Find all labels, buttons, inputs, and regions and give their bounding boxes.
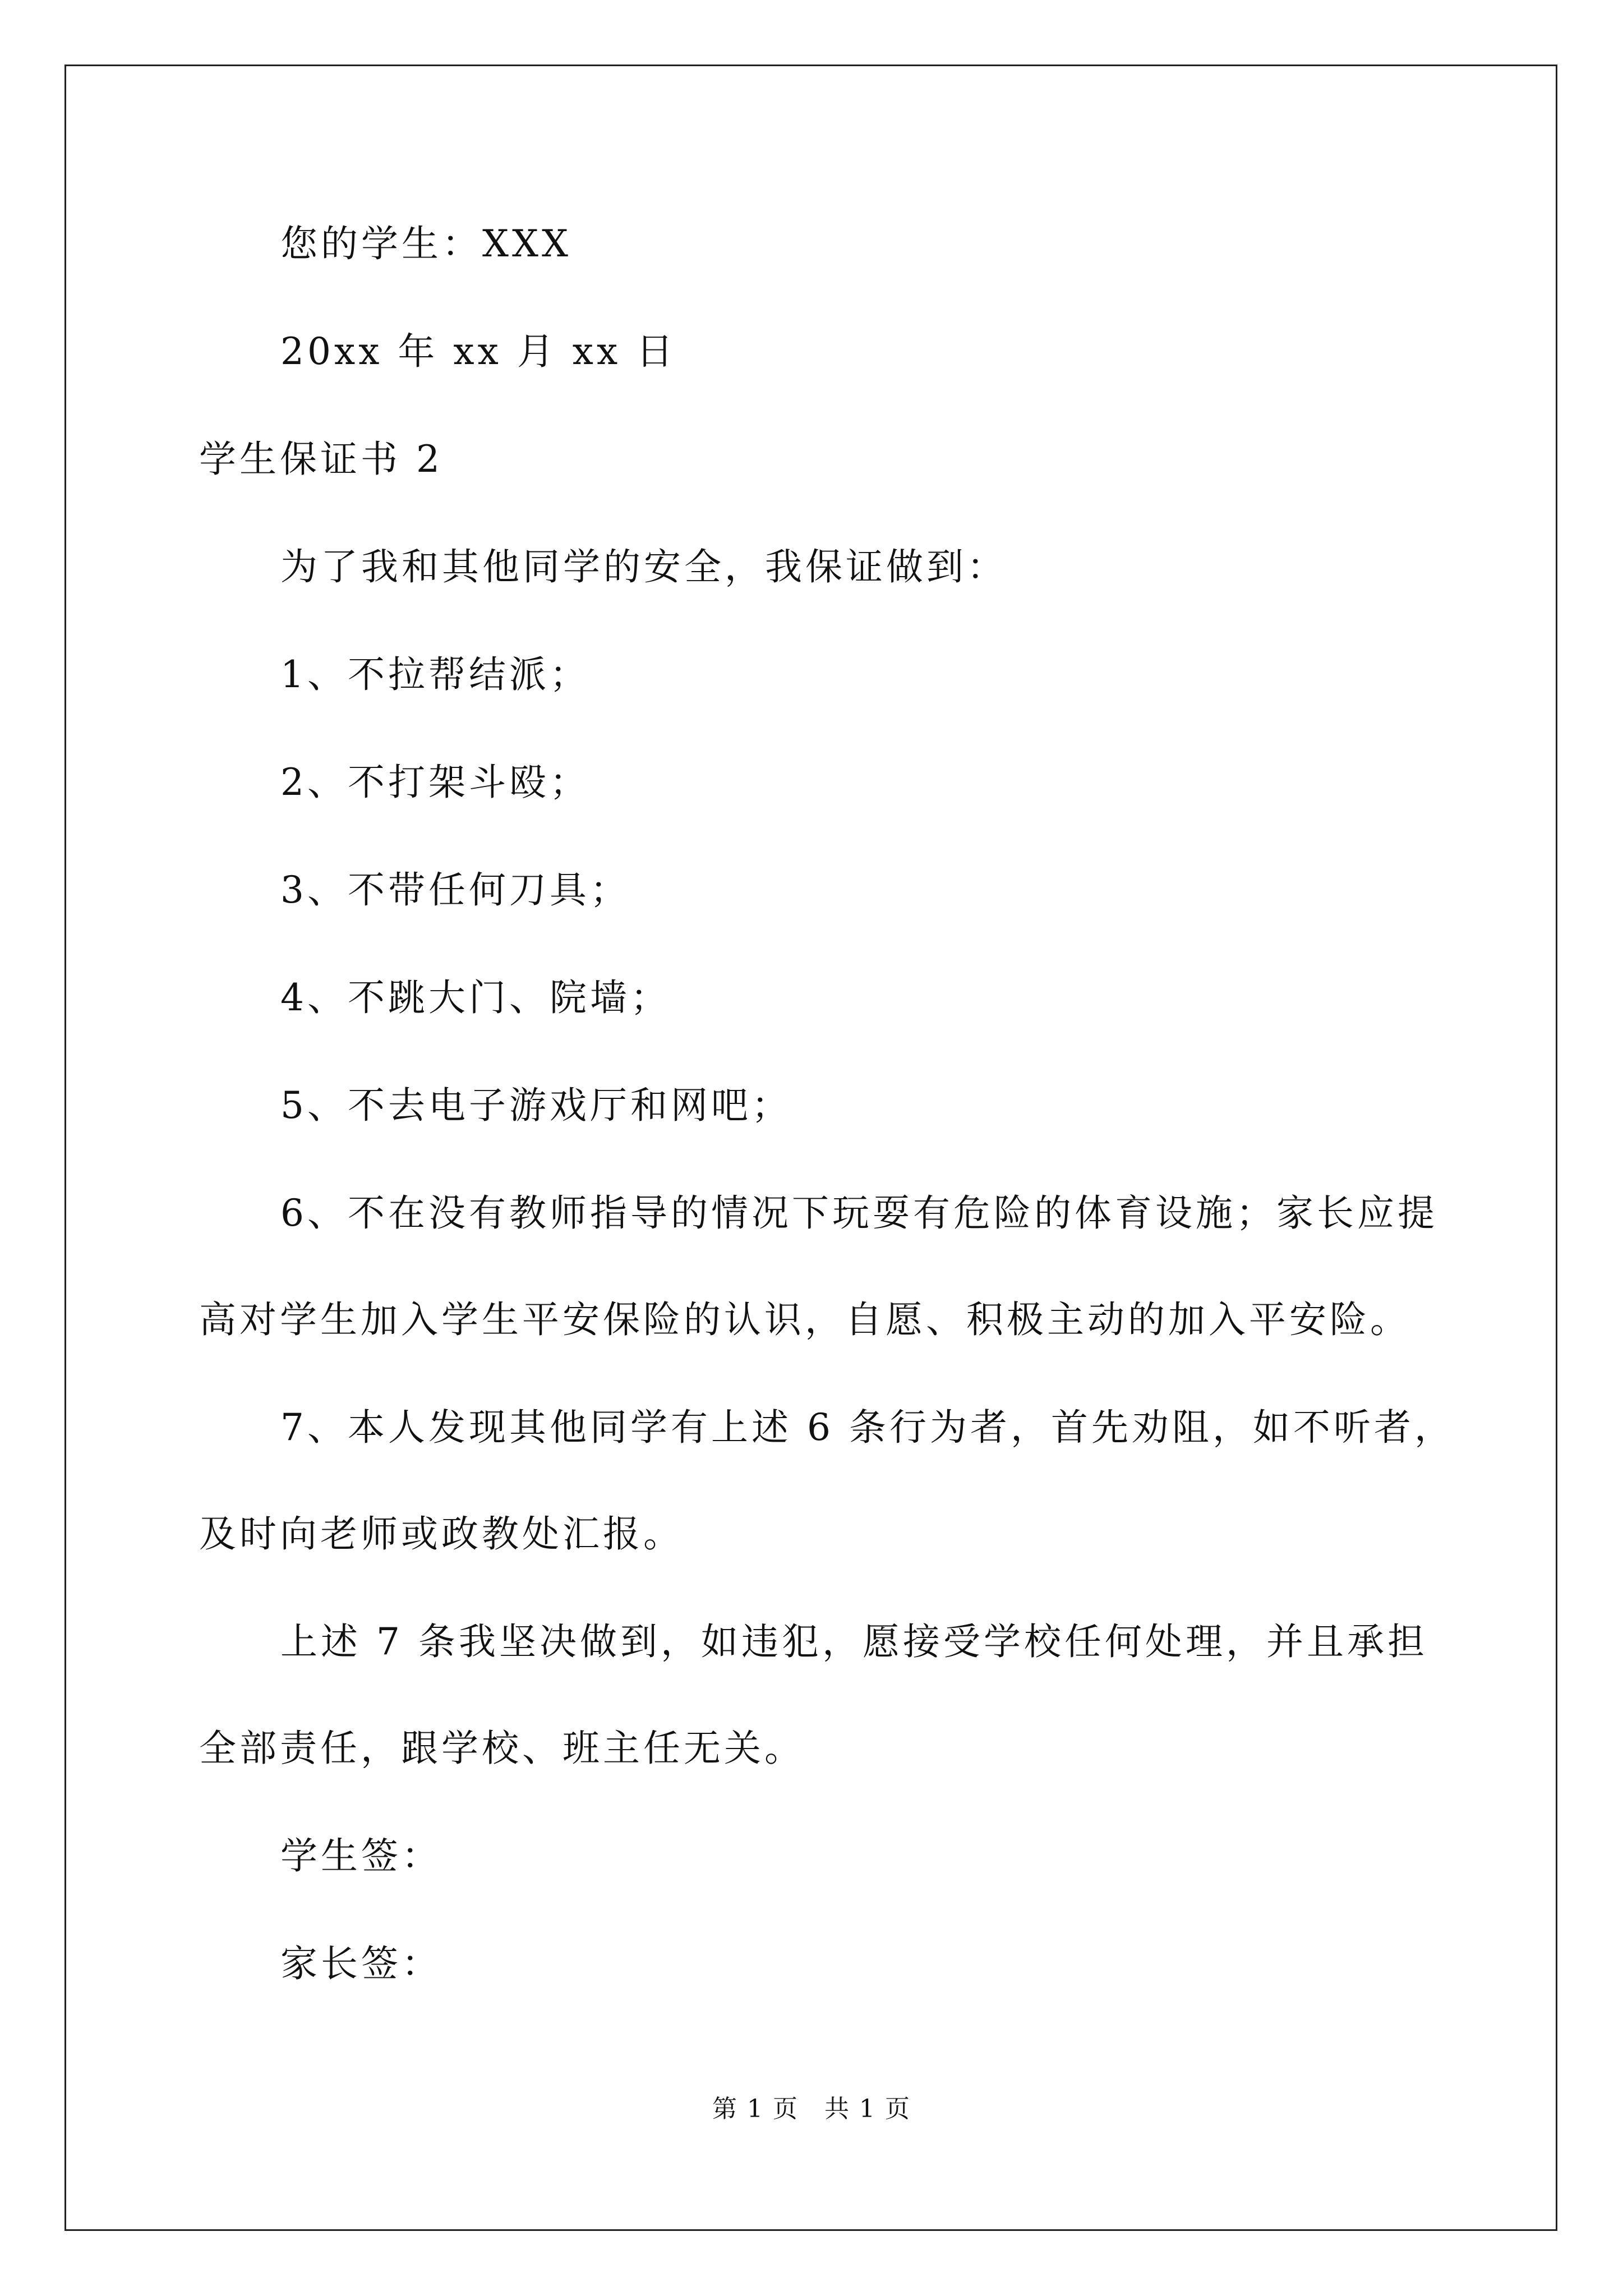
pledge-item-5: 5、不去电子游戏厅和网吧； — [280, 1084, 792, 1127]
signature-line-student-name: 您的学生：XXX — [280, 222, 571, 265]
pledge-item-6: 6、不在没有教师指导的情况下玩耍有危险的体育设施；家长应提 — [280, 1191, 1438, 1235]
pledge-item-6-continued: 高对学生加入学生平安保险的认识，自愿、积极主动的加入平安险。 — [199, 1298, 1410, 1341]
pledge-item-7: 7、本人发现其他同学有上述 6 条行为者，首先劝阻，如不听者， — [280, 1406, 1455, 1449]
commitment-paragraph-continued: 全部责任，跟学校、班主任无关。 — [199, 1727, 805, 1770]
pledge-item-4: 4、不跳大门、院墙； — [280, 976, 671, 1019]
commitment-paragraph: 上述 7 条我坚决做到，如违犯，愿接受学校任何处理，并且承担 — [280, 1620, 1428, 1663]
pledge-item-3: 3、不带任何刀具； — [280, 868, 630, 912]
document-body — [199, 222, 1455, 2049]
pledge-item-1: 1、不拉帮结派； — [280, 653, 590, 696]
intro-paragraph: 为了我和其他同学的安全，我保证做到： — [280, 545, 1007, 588]
section-title: 学生保证书 2 — [199, 438, 443, 481]
parent-signature-label: 家长签： — [280, 1942, 442, 1985]
date-line: 20xx 年 xx 月 xx 日 — [280, 330, 677, 373]
pledge-item-7-continued: 及时向老师或政教处汇报。 — [199, 1512, 684, 1556]
student-signature-label: 学生签： — [280, 1834, 442, 1878]
pledge-item-2: 2、不打架斗殴； — [280, 761, 590, 804]
page-number-footer: 第 1 页 共 1 页 — [712, 2095, 911, 2123]
